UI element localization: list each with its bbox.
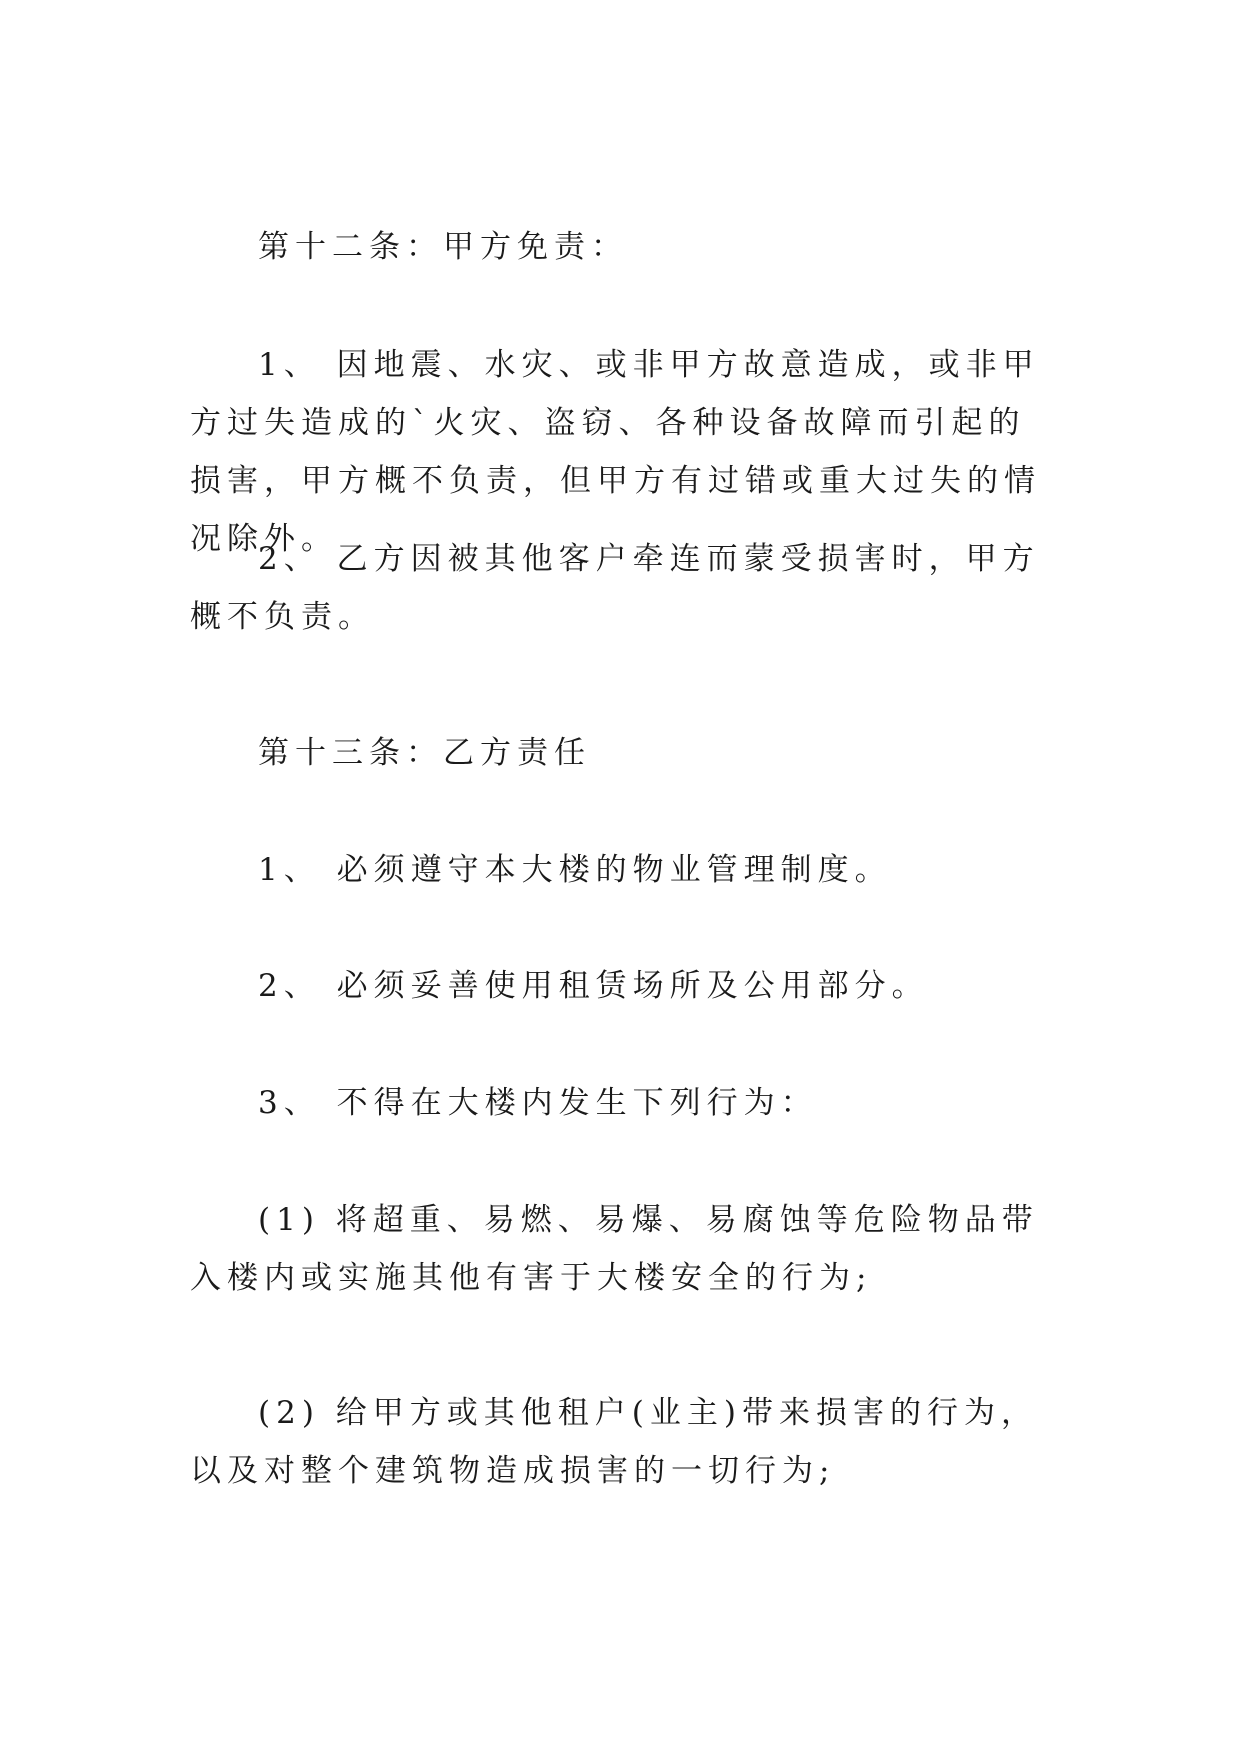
article-13-clause-2: 2、 必须妥善使用租赁场所及公用部分。 <box>258 968 929 1004</box>
article-12-clause-1: 1、 因地震、水灾、或非甲方故意造成，或非甲方过失造成的`火灾、盗窃、各种设备故障而引起的损害，甲方概不负责，但甲方有过错或重大过失的情况除外。 <box>190 347 1041 557</box>
article-13-heading: 第十三条：乙方责任 <box>258 735 591 771</box>
article-13-clause-3: 3、 不得在大楼内发生下列行为： <box>258 1085 818 1121</box>
article-13-item-1: (1) 将超重、易燃、易爆、易腐蚀等危险物品带入楼内或实施其他有害于大楼安全的行为; <box>190 1202 1039 1296</box>
article-13-item-2: (2) 给甲方或其他租户(业主)带来损害的行为，以及对整个建筑物造成损害的一切行为; <box>190 1395 1038 1489</box>
article-12-clause-2: 2、 乙方因被其他客户牵连而蒙受损害时，甲方概不负责。 <box>190 541 1040 635</box>
article-12-heading: 第十二条：甲方免责： <box>258 229 628 265</box>
article-13-clause-1: 1、 必须遵守本大楼的物业管理制度。 <box>258 852 892 888</box>
